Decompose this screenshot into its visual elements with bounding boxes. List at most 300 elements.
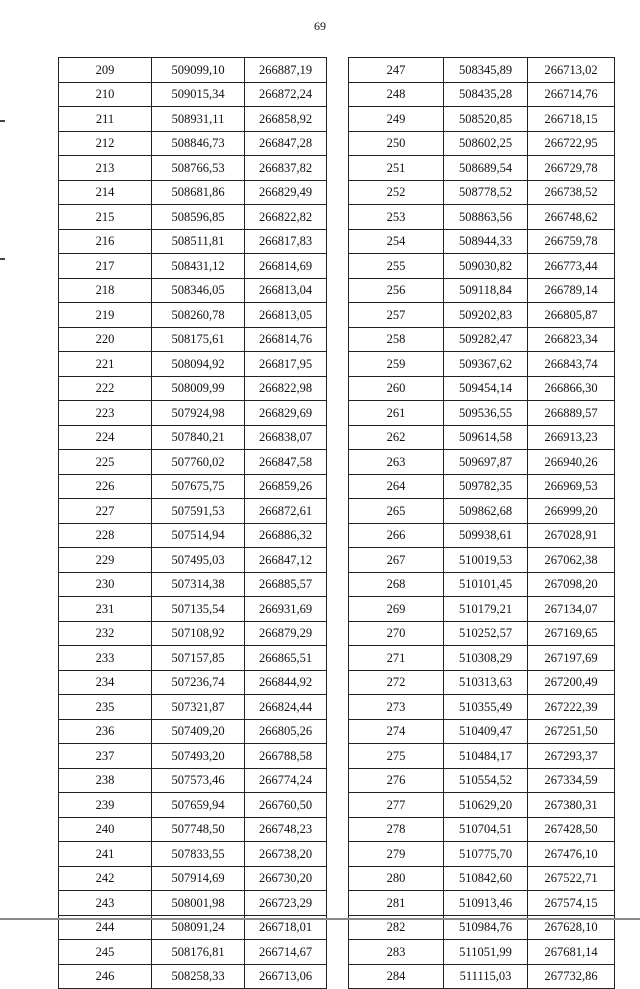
y-coordinate-cell: 266969,53 (528, 474, 615, 499)
x-coordinate-cell: 510704,51 (444, 817, 528, 842)
point-number-cell: 234 (59, 670, 152, 695)
y-coordinate-cell: 267062,38 (528, 548, 615, 573)
x-coordinate-cell: 508094,92 (152, 352, 245, 377)
table-row (349, 156, 615, 181)
x-coordinate-cell: 508766,53 (152, 156, 245, 181)
x-coordinate-cell: 507135,54 (152, 597, 245, 622)
point-number-cell: 233 (59, 646, 152, 671)
table-row (59, 474, 327, 499)
y-coordinate-cell: 266789,14 (528, 278, 615, 303)
x-coordinate-cell: 508689,54 (444, 156, 528, 181)
table-row (59, 548, 327, 573)
point-number-cell: 209 (59, 58, 152, 83)
point-number-cell: 249 (349, 107, 444, 132)
point-number-cell: 263 (349, 450, 444, 475)
x-coordinate-cell: 508346,05 (152, 278, 245, 303)
point-number-cell: 283 (349, 940, 444, 965)
point-number-cell: 247 (349, 58, 444, 83)
point-number-cell: 261 (349, 401, 444, 426)
point-number-cell: 276 (349, 768, 444, 793)
x-coordinate-cell: 509782,35 (444, 474, 528, 499)
y-coordinate-cell: 267251,50 (528, 719, 615, 744)
y-coordinate-cell: 266889,57 (528, 401, 615, 426)
x-coordinate-cell: 507833,55 (152, 842, 245, 867)
x-coordinate-cell: 509454,14 (444, 376, 528, 401)
y-coordinate-cell: 266759,78 (528, 229, 615, 254)
point-number-cell: 215 (59, 205, 152, 230)
table-row (59, 278, 327, 303)
table-row (349, 621, 615, 646)
table-row (349, 670, 615, 695)
x-coordinate-cell: 508681,86 (152, 180, 245, 205)
x-coordinate-cell: 508863,56 (444, 205, 528, 230)
y-coordinate-cell: 266838,07 (245, 425, 327, 450)
y-coordinate-cell: 267028,91 (528, 523, 615, 548)
point-number-cell: 217 (59, 254, 152, 279)
y-coordinate-cell: 266837,82 (245, 156, 327, 181)
point-number-cell: 219 (59, 303, 152, 328)
x-coordinate-cell: 508258,33 (152, 964, 245, 989)
y-coordinate-cell: 267428,50 (528, 817, 615, 842)
table-row (349, 817, 615, 842)
y-coordinate-cell: 266730,20 (245, 866, 327, 891)
y-coordinate-cell: 266885,57 (245, 572, 327, 597)
point-number-cell: 272 (349, 670, 444, 695)
y-coordinate-cell: 266824,44 (245, 695, 327, 720)
x-coordinate-cell: 510409,47 (444, 719, 528, 744)
y-coordinate-cell: 266814,76 (245, 327, 327, 352)
y-coordinate-cell: 267293,37 (528, 744, 615, 769)
point-number-cell: 218 (59, 278, 152, 303)
x-coordinate-cell: 507108,92 (152, 621, 245, 646)
table-row (59, 670, 327, 695)
x-coordinate-cell: 507760,02 (152, 450, 245, 475)
y-coordinate-cell: 266760,50 (245, 793, 327, 818)
y-coordinate-cell: 266738,20 (245, 842, 327, 867)
point-number-cell: 211 (59, 107, 152, 132)
table-row (349, 180, 615, 205)
table-row (59, 180, 327, 205)
table-row (59, 82, 327, 107)
x-coordinate-cell: 508778,52 (444, 180, 528, 205)
x-coordinate-cell: 509015,34 (152, 82, 245, 107)
point-number-cell: 264 (349, 474, 444, 499)
y-coordinate-cell: 266887,19 (245, 58, 327, 83)
point-number-cell: 246 (59, 964, 152, 989)
y-coordinate-cell: 266823,34 (528, 327, 615, 352)
y-coordinate-cell: 267334,59 (528, 768, 615, 793)
x-coordinate-cell: 508435,28 (444, 82, 528, 107)
x-coordinate-cell: 509614,58 (444, 425, 528, 450)
x-coordinate-cell: 510984,76 (444, 915, 528, 940)
table-row (59, 131, 327, 156)
x-coordinate-cell: 510019,53 (444, 548, 528, 573)
x-coordinate-cell: 510484,17 (444, 744, 528, 769)
table-row (349, 278, 615, 303)
x-coordinate-cell: 508345,89 (444, 58, 528, 83)
table-row (59, 719, 327, 744)
point-number-cell: 269 (349, 597, 444, 622)
table-row (59, 866, 327, 891)
table-row (59, 793, 327, 818)
x-coordinate-cell: 507321,87 (152, 695, 245, 720)
point-number-cell: 256 (349, 278, 444, 303)
y-coordinate-cell: 267098,20 (528, 572, 615, 597)
table-row (349, 646, 615, 671)
table-row (59, 597, 327, 622)
y-coordinate-cell: 266738,52 (528, 180, 615, 205)
x-coordinate-cell: 507314,38 (152, 572, 245, 597)
x-coordinate-cell: 509030,82 (444, 254, 528, 279)
table-row (349, 401, 615, 426)
x-coordinate-cell: 510554,52 (444, 768, 528, 793)
y-coordinate-cell: 266814,69 (245, 254, 327, 279)
table-row (59, 254, 327, 279)
x-coordinate-cell: 507914,69 (152, 866, 245, 891)
point-number-cell: 213 (59, 156, 152, 181)
point-number-cell: 223 (59, 401, 152, 426)
table-row (59, 940, 327, 965)
table-row (59, 523, 327, 548)
point-number-cell: 282 (349, 915, 444, 940)
x-coordinate-cell: 507236,74 (152, 670, 245, 695)
table-row (349, 597, 615, 622)
table-row (59, 744, 327, 769)
table-row (349, 425, 615, 450)
point-number-cell: 221 (59, 352, 152, 377)
y-coordinate-cell: 266847,58 (245, 450, 327, 475)
y-coordinate-cell: 266866,30 (528, 376, 615, 401)
table-row (349, 82, 615, 107)
point-number-cell: 244 (59, 915, 152, 940)
y-coordinate-cell: 266773,44 (528, 254, 615, 279)
table-row (349, 719, 615, 744)
point-number-cell: 275 (349, 744, 444, 769)
y-coordinate-cell: 267522,71 (528, 866, 615, 891)
scan-edge-mark (0, 120, 5, 122)
table-row (59, 58, 327, 83)
y-coordinate-cell: 266886,32 (245, 523, 327, 548)
y-coordinate-cell: 267681,14 (528, 940, 615, 965)
x-coordinate-cell: 511115,03 (444, 964, 528, 989)
table-row (349, 842, 615, 867)
y-coordinate-cell: 266714,76 (528, 82, 615, 107)
point-number-cell: 237 (59, 744, 152, 769)
table-row (59, 621, 327, 646)
x-coordinate-cell: 510629,20 (444, 793, 528, 818)
x-coordinate-cell: 509862,68 (444, 499, 528, 524)
x-coordinate-cell: 507157,85 (152, 646, 245, 671)
table-row (349, 793, 615, 818)
point-number-cell: 241 (59, 842, 152, 867)
point-number-cell: 250 (349, 131, 444, 156)
y-coordinate-cell: 266822,82 (245, 205, 327, 230)
point-number-cell: 236 (59, 719, 152, 744)
point-number-cell: 262 (349, 425, 444, 450)
x-coordinate-cell: 510775,70 (444, 842, 528, 867)
point-number-cell: 274 (349, 719, 444, 744)
x-coordinate-cell: 509536,55 (444, 401, 528, 426)
point-number-cell: 212 (59, 131, 152, 156)
x-coordinate-cell: 510913,46 (444, 891, 528, 916)
x-coordinate-cell: 508511,81 (152, 229, 245, 254)
x-coordinate-cell: 510179,21 (444, 597, 528, 622)
table-row (349, 499, 615, 524)
x-coordinate-cell: 507659,94 (152, 793, 245, 818)
y-coordinate-cell: 266843,74 (528, 352, 615, 377)
table-row (59, 768, 327, 793)
point-number-cell: 280 (349, 866, 444, 891)
x-coordinate-cell: 508009,99 (152, 376, 245, 401)
point-number-cell: 266 (349, 523, 444, 548)
x-coordinate-cell: 507748,50 (152, 817, 245, 842)
point-number-cell: 242 (59, 866, 152, 891)
point-number-cell: 224 (59, 425, 152, 450)
table-row (59, 842, 327, 867)
point-number-cell: 265 (349, 499, 444, 524)
y-coordinate-cell: 266748,23 (245, 817, 327, 842)
point-number-cell: 210 (59, 82, 152, 107)
y-coordinate-cell: 266713,02 (528, 58, 615, 83)
y-coordinate-cell: 267169,65 (528, 621, 615, 646)
point-number-cell: 216 (59, 229, 152, 254)
y-coordinate-cell: 266718,15 (528, 107, 615, 132)
y-coordinate-cell: 267732,86 (528, 964, 615, 989)
coordinates-table-left (58, 57, 327, 989)
table-row (59, 401, 327, 426)
point-number-cell: 268 (349, 572, 444, 597)
point-number-cell: 229 (59, 548, 152, 573)
x-coordinate-cell: 507675,75 (152, 474, 245, 499)
table-row (59, 205, 327, 230)
table-row (59, 499, 327, 524)
table-row (349, 474, 615, 499)
x-coordinate-cell: 507514,94 (152, 523, 245, 548)
x-coordinate-cell: 511051,99 (444, 940, 528, 965)
table-row (59, 964, 327, 989)
x-coordinate-cell: 507840,21 (152, 425, 245, 450)
table-row (349, 695, 615, 720)
x-coordinate-cell: 508596,85 (152, 205, 245, 230)
point-number-cell: 245 (59, 940, 152, 965)
table-row (59, 891, 327, 916)
table-row (349, 548, 615, 573)
table-row (59, 695, 327, 720)
point-number-cell: 243 (59, 891, 152, 916)
point-number-cell: 271 (349, 646, 444, 671)
table-row (59, 646, 327, 671)
table-row (59, 107, 327, 132)
table-row (349, 744, 615, 769)
coordinates-table-right (348, 57, 615, 989)
x-coordinate-cell: 508091,24 (152, 915, 245, 940)
x-coordinate-cell: 510252,57 (444, 621, 528, 646)
y-coordinate-cell: 266847,12 (245, 548, 327, 573)
point-number-cell: 228 (59, 523, 152, 548)
y-coordinate-cell: 266844,92 (245, 670, 327, 695)
table-row (349, 523, 615, 548)
x-coordinate-cell: 507495,03 (152, 548, 245, 573)
table-row (349, 891, 615, 916)
x-coordinate-cell: 510101,45 (444, 572, 528, 597)
table-row (59, 376, 327, 401)
table-row (349, 376, 615, 401)
y-coordinate-cell: 266931,69 (245, 597, 327, 622)
x-coordinate-cell: 507493,20 (152, 744, 245, 769)
table-row (349, 229, 615, 254)
y-coordinate-cell: 266847,28 (245, 131, 327, 156)
point-number-cell: 239 (59, 793, 152, 818)
table-row (349, 58, 615, 83)
point-number-cell: 279 (349, 842, 444, 867)
point-number-cell: 257 (349, 303, 444, 328)
point-number-cell: 284 (349, 964, 444, 989)
point-number-cell: 238 (59, 768, 152, 793)
table-row (349, 352, 615, 377)
y-coordinate-cell: 266714,67 (245, 940, 327, 965)
y-coordinate-cell: 266865,51 (245, 646, 327, 671)
y-coordinate-cell: 266729,78 (528, 156, 615, 181)
y-coordinate-cell: 266817,83 (245, 229, 327, 254)
table-row (349, 205, 615, 230)
x-coordinate-cell: 508944,33 (444, 229, 528, 254)
table-row (349, 964, 615, 989)
x-coordinate-cell: 509202,83 (444, 303, 528, 328)
y-coordinate-cell: 266879,29 (245, 621, 327, 646)
y-coordinate-cell: 266718,01 (245, 915, 327, 940)
page-number: 69 (314, 19, 326, 33)
table-row (349, 131, 615, 156)
x-coordinate-cell: 508431,12 (152, 254, 245, 279)
point-number-cell: 281 (349, 891, 444, 916)
table-row (59, 327, 327, 352)
x-coordinate-cell: 509697,87 (444, 450, 528, 475)
x-coordinate-cell: 507591,53 (152, 499, 245, 524)
y-coordinate-cell: 266805,26 (245, 719, 327, 744)
y-coordinate-cell: 266999,20 (528, 499, 615, 524)
y-coordinate-cell: 266829,69 (245, 401, 327, 426)
point-number-cell: 222 (59, 376, 152, 401)
point-number-cell: 258 (349, 327, 444, 352)
table-row (59, 352, 327, 377)
table-row (349, 768, 615, 793)
x-coordinate-cell: 510355,49 (444, 695, 528, 720)
y-coordinate-cell: 266913,23 (528, 425, 615, 450)
x-coordinate-cell: 509367,62 (444, 352, 528, 377)
table-row (59, 303, 327, 328)
table-row (59, 425, 327, 450)
point-number-cell: 277 (349, 793, 444, 818)
table-row (59, 229, 327, 254)
table-row (59, 156, 327, 181)
y-coordinate-cell: 267134,07 (528, 597, 615, 622)
y-coordinate-cell: 267574,15 (528, 891, 615, 916)
table-row (349, 327, 615, 352)
point-number-cell: 240 (59, 817, 152, 842)
y-coordinate-cell: 266859,26 (245, 474, 327, 499)
y-coordinate-cell: 266788,58 (245, 744, 327, 769)
x-coordinate-cell: 507924,98 (152, 401, 245, 426)
y-coordinate-cell: 266829,49 (245, 180, 327, 205)
y-coordinate-cell: 267222,39 (528, 695, 615, 720)
point-number-cell: 260 (349, 376, 444, 401)
point-number-cell: 270 (349, 621, 444, 646)
y-coordinate-cell: 266748,62 (528, 205, 615, 230)
table-row (59, 450, 327, 475)
y-coordinate-cell: 266722,95 (528, 131, 615, 156)
table-row (349, 450, 615, 475)
table-row (349, 303, 615, 328)
y-coordinate-cell: 266872,61 (245, 499, 327, 524)
y-coordinate-cell: 266858,92 (245, 107, 327, 132)
y-coordinate-cell: 266817,95 (245, 352, 327, 377)
x-coordinate-cell: 507573,46 (152, 768, 245, 793)
x-coordinate-cell: 510313,63 (444, 670, 528, 695)
x-coordinate-cell: 508001,98 (152, 891, 245, 916)
point-number-cell: 273 (349, 695, 444, 720)
table-row (349, 866, 615, 891)
y-coordinate-cell: 266805,87 (528, 303, 615, 328)
y-coordinate-cell: 267628,10 (528, 915, 615, 940)
x-coordinate-cell: 507409,20 (152, 719, 245, 744)
x-coordinate-cell: 508520,85 (444, 107, 528, 132)
point-number-cell: 278 (349, 817, 444, 842)
y-coordinate-cell: 266723,29 (245, 891, 327, 916)
point-number-cell: 231 (59, 597, 152, 622)
point-number-cell: 252 (349, 180, 444, 205)
point-number-cell: 255 (349, 254, 444, 279)
y-coordinate-cell: 266813,04 (245, 278, 327, 303)
y-coordinate-cell: 267380,31 (528, 793, 615, 818)
y-coordinate-cell: 266940,26 (528, 450, 615, 475)
scan-edge-mark (0, 258, 5, 260)
y-coordinate-cell: 266813,05 (245, 303, 327, 328)
point-number-cell: 235 (59, 695, 152, 720)
x-coordinate-cell: 509118,84 (444, 278, 528, 303)
point-number-cell: 253 (349, 205, 444, 230)
x-coordinate-cell: 508260,78 (152, 303, 245, 328)
x-coordinate-cell: 508602,25 (444, 131, 528, 156)
x-coordinate-cell: 509099,10 (152, 58, 245, 83)
x-coordinate-cell: 508176,81 (152, 940, 245, 965)
x-coordinate-cell: 509938,61 (444, 523, 528, 548)
y-coordinate-cell: 267476,10 (528, 842, 615, 867)
x-coordinate-cell: 510308,29 (444, 646, 528, 671)
x-coordinate-cell: 508931,11 (152, 107, 245, 132)
y-coordinate-cell: 266713,06 (245, 964, 327, 989)
table-row (349, 254, 615, 279)
point-number-cell: 230 (59, 572, 152, 597)
point-number-cell: 267 (349, 548, 444, 573)
y-coordinate-cell: 266822,98 (245, 376, 327, 401)
point-number-cell: 259 (349, 352, 444, 377)
point-number-cell: 214 (59, 180, 152, 205)
y-coordinate-cell: 267200,49 (528, 670, 615, 695)
point-number-cell: 226 (59, 474, 152, 499)
point-number-cell: 232 (59, 621, 152, 646)
y-coordinate-cell: 267197,69 (528, 646, 615, 671)
table-row (59, 817, 327, 842)
x-coordinate-cell: 510842,60 (444, 866, 528, 891)
point-number-cell: 248 (349, 82, 444, 107)
point-number-cell: 225 (59, 450, 152, 475)
point-number-cell: 227 (59, 499, 152, 524)
point-number-cell: 220 (59, 327, 152, 352)
y-coordinate-cell: 266774,24 (245, 768, 327, 793)
table-row (349, 107, 615, 132)
table-row (349, 572, 615, 597)
point-number-cell: 251 (349, 156, 444, 181)
